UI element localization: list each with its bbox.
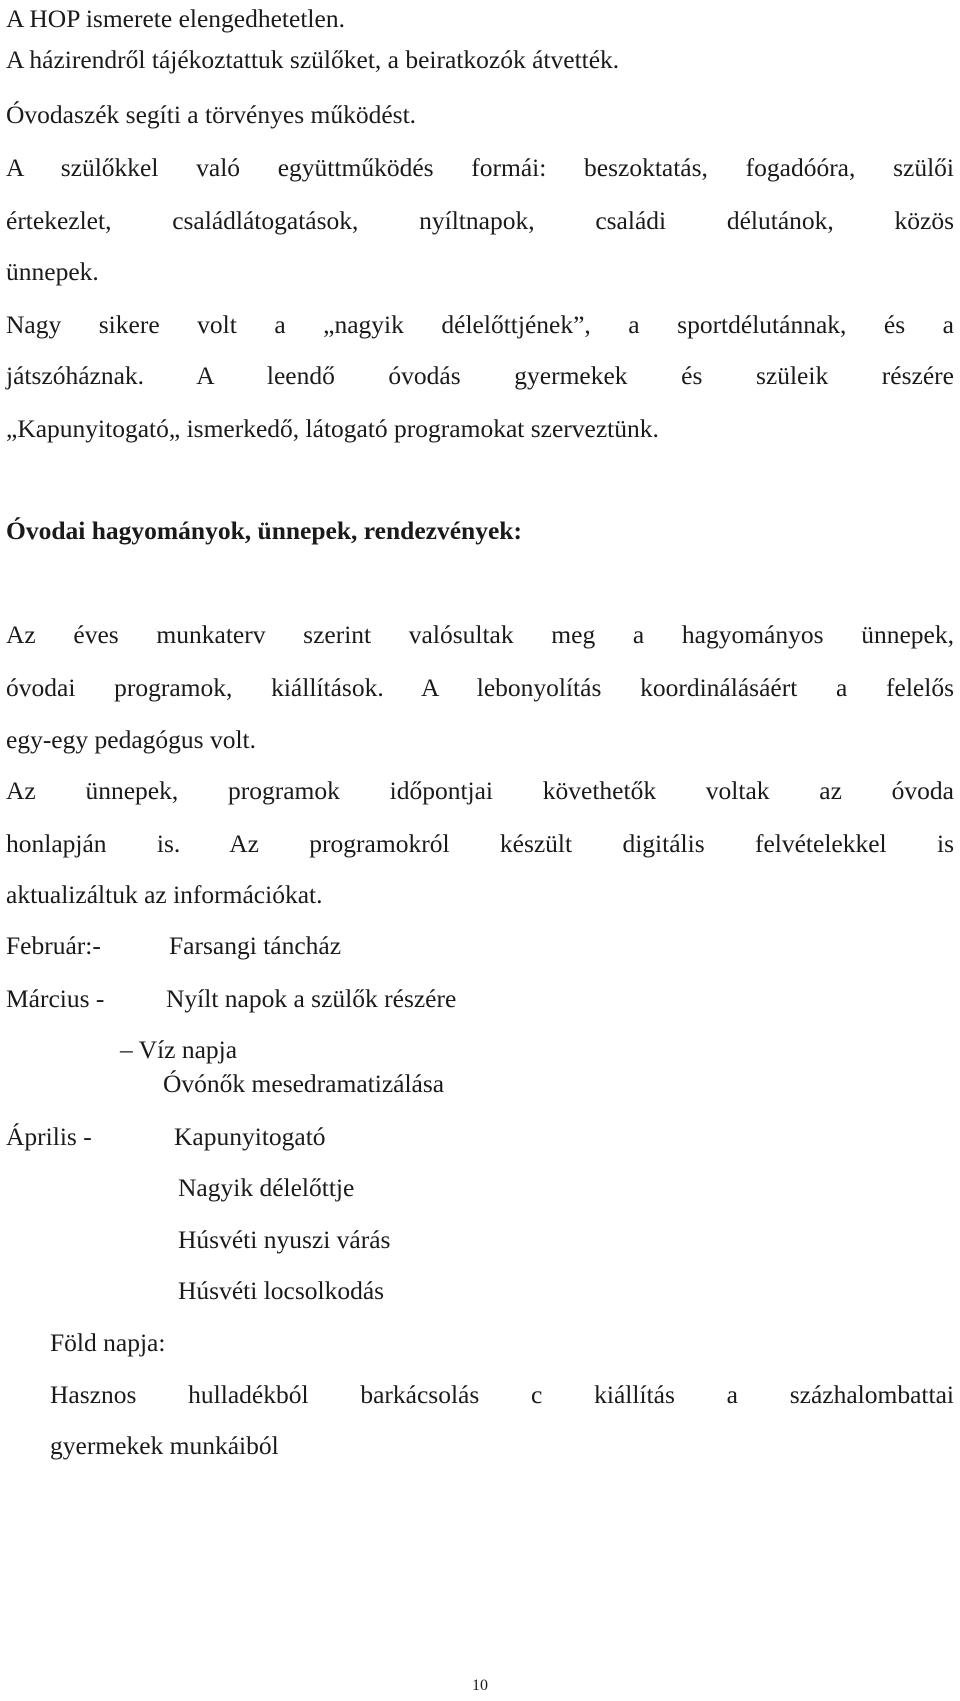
body-line-5: honlapján is. Az programokról készült digitális felvételekkel is: [6, 829, 954, 858]
intro-line-1: A HOP ismerete elengedhetetlen.: [6, 4, 345, 33]
intro-line-5: értekezlet, családlátogatások, nyíltnapok, családi délutánok, közös: [6, 206, 954, 235]
intro-line-6: ünnepek.: [6, 257, 99, 286]
schedule-april-label: Április -: [6, 1122, 92, 1151]
schedule-february-item: Farsangi táncház: [169, 931, 342, 960]
body-line-2: óvodai programok, kiállítások. A lebonyolítás koordinálásáért a felelős: [6, 673, 954, 702]
earth-day-label: Föld napja:: [50, 1328, 166, 1357]
schedule-april-item-1: Kapunyitogató: [174, 1122, 326, 1151]
schedule-march-label: Március -: [6, 984, 105, 1013]
body-line-4: Az ünnepek, programok időpontjai követhetők voltak az óvoda: [6, 776, 954, 805]
earth-day-line-2: gyermekek munkáiból: [50, 1431, 279, 1460]
schedule-april-item-4: Húsvéti locsolkodás: [178, 1276, 385, 1305]
intro-line-7: Nagy sikere volt a „nagyik délelőttjének”, a sportdélutánnak, és a: [6, 310, 954, 339]
body-line-3: egy-egy pedagógus volt.: [6, 725, 256, 754]
schedule-march-item-2: – Víz napja: [120, 1035, 238, 1064]
section-heading: Óvodai hagyományok, ünnepek, rendezvények:: [6, 516, 522, 545]
earth-day-line-1: Hasznos hulladékból barkácsolás c kiállítás a százhalombattai: [50, 1380, 954, 1409]
schedule-march-item-1: Nyílt napok a szülők részére: [166, 984, 457, 1013]
body-line-6: aktualizáltuk az információkat.: [6, 880, 323, 909]
schedule-march-item-3: Óvónők mesedramatizálása: [163, 1069, 445, 1098]
body-line-1: Az éves munkaterv szerint valósultak meg a hagyományos ünnepek,: [6, 620, 954, 649]
schedule-april-item-2: Nagyik délelőttje: [178, 1173, 355, 1202]
schedule-february-label: Február:-: [6, 931, 101, 960]
schedule-april-item-3: Húsvéti nyuszi várás: [178, 1225, 391, 1254]
page-number: 10: [472, 1677, 488, 1694]
intro-line-9: „Kapunyitogató„ ismerkedő, látogató programokat szerveztünk.: [6, 414, 659, 443]
intro-line-2: A házirendről tájékoztattuk szülőket, a beiratkozók átvették.: [6, 45, 620, 74]
intro-line-4: A szülőkkel való együttműködés formái: beszoktatás, fogadóóra, szülői: [6, 153, 954, 182]
intro-line-3: Óvodaszék segíti a törvényes működést.: [6, 100, 417, 129]
intro-line-8: játszóháznak. A leendő óvodás gyermekek és szüleik részére: [6, 361, 954, 390]
